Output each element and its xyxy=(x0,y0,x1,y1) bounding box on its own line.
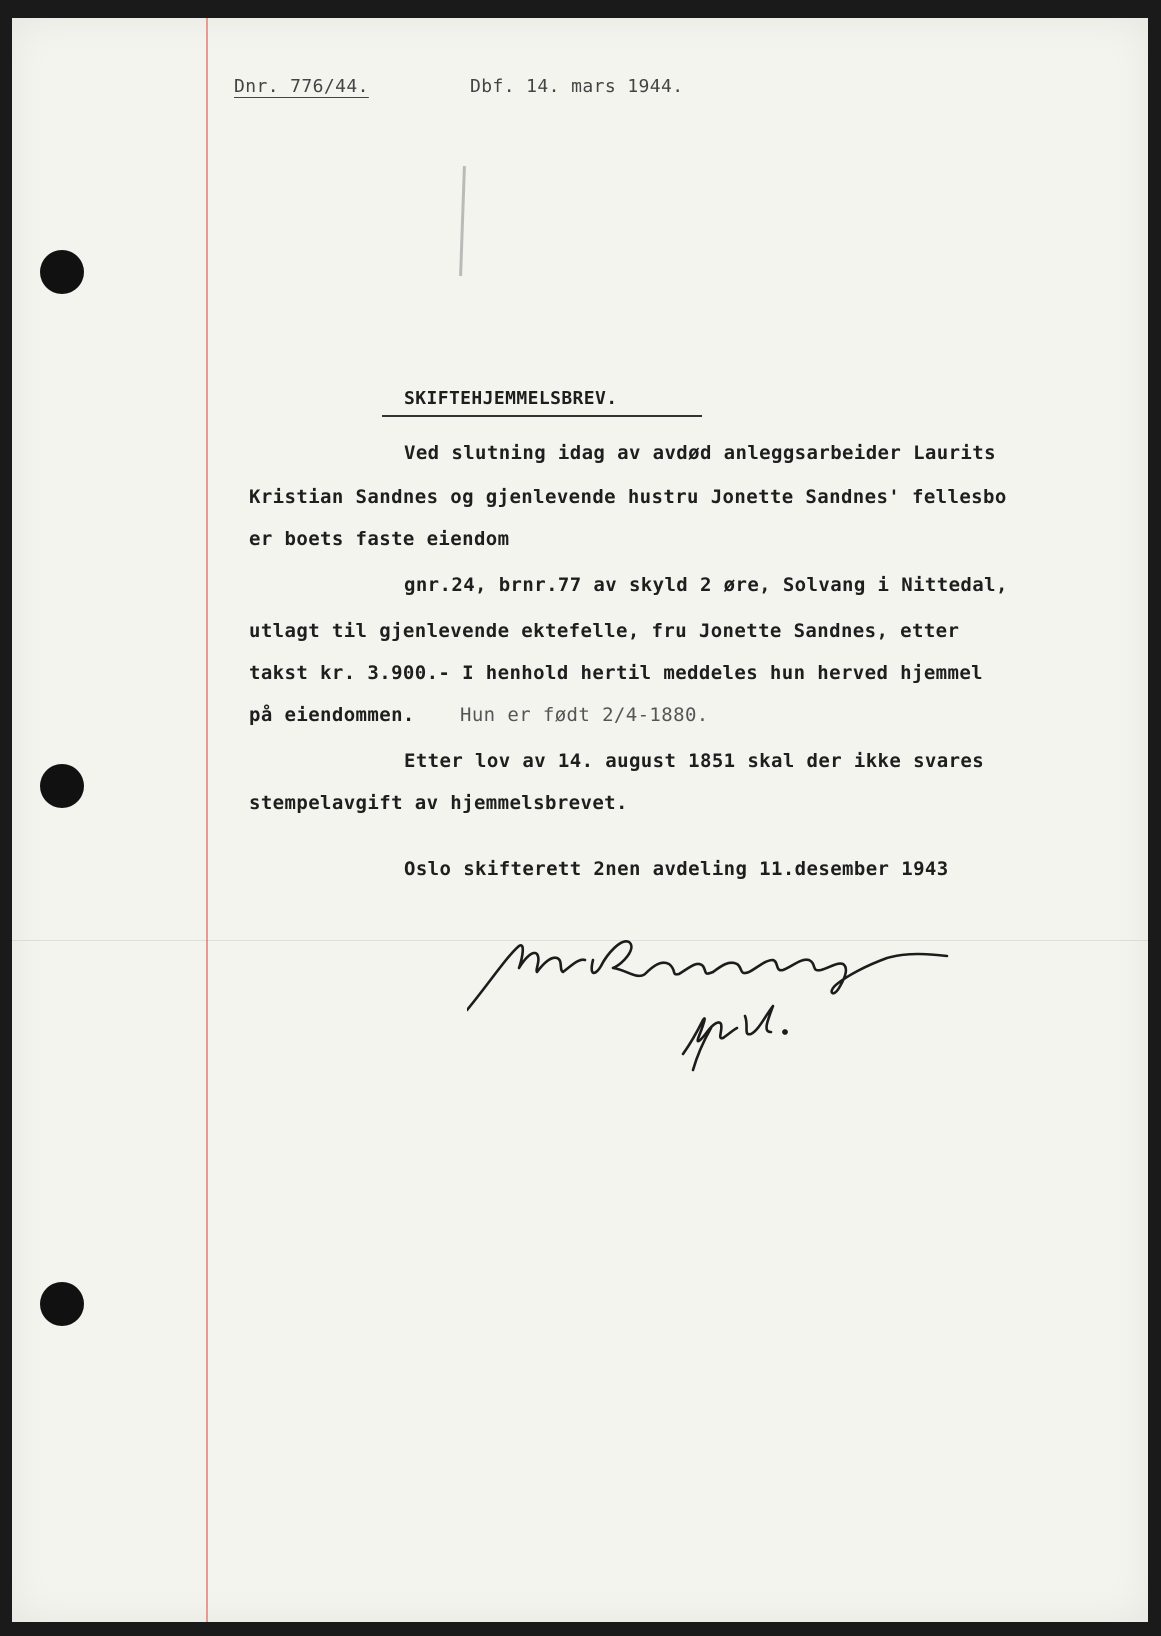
body-line-7a: på eiendommen. xyxy=(249,704,415,726)
punch-hole-bottom xyxy=(40,1282,84,1326)
title-underline xyxy=(382,415,702,417)
body-line-1: Ved slutning idag av avdød anleggsarbeider Laurits xyxy=(404,442,996,464)
body-line-6: takst kr. 3.900.- I henhold hertil meddeles hun herved hjemmel xyxy=(249,662,984,684)
register-date: Dbf. 14. mars 1944. xyxy=(470,76,684,97)
body-line-3: er boets faste eiendom xyxy=(249,528,510,550)
document-page xyxy=(12,18,1148,1622)
doc-number: Dnr. 776/44. xyxy=(234,76,369,97)
document-title: SKIFTEHJEMMELSBREV. xyxy=(404,388,618,409)
body-line-8: Etter lov av 14. august 1851 skal der ikke svares xyxy=(404,750,985,772)
body-line-9: stempelavgift av hjemmelsbrevet. xyxy=(249,792,628,814)
punch-hole-top xyxy=(40,250,84,294)
body-line-5: utlagt til gjenlevende ektefelle, fru Jonette Sandnes, etter xyxy=(249,620,960,642)
body-line-4: gnr.24, brnr.77 av skyld 2 øre, Solvang i Nittedal, xyxy=(404,574,1008,596)
body-line-7b: Hun er født 2/4-1880. xyxy=(460,704,709,726)
punch-hole-middle xyxy=(40,764,84,808)
place-date-line: Oslo skifterett 2nen avdeling 11.desember 1943 xyxy=(404,858,949,880)
red-margin-line xyxy=(206,18,208,1622)
handwritten-signature xyxy=(467,936,997,1076)
body-line-2: Kristian Sandnes og gjenlevende hustru Jonette Sandnes' fellesbo xyxy=(249,486,1007,508)
pencil-mark xyxy=(459,166,466,276)
